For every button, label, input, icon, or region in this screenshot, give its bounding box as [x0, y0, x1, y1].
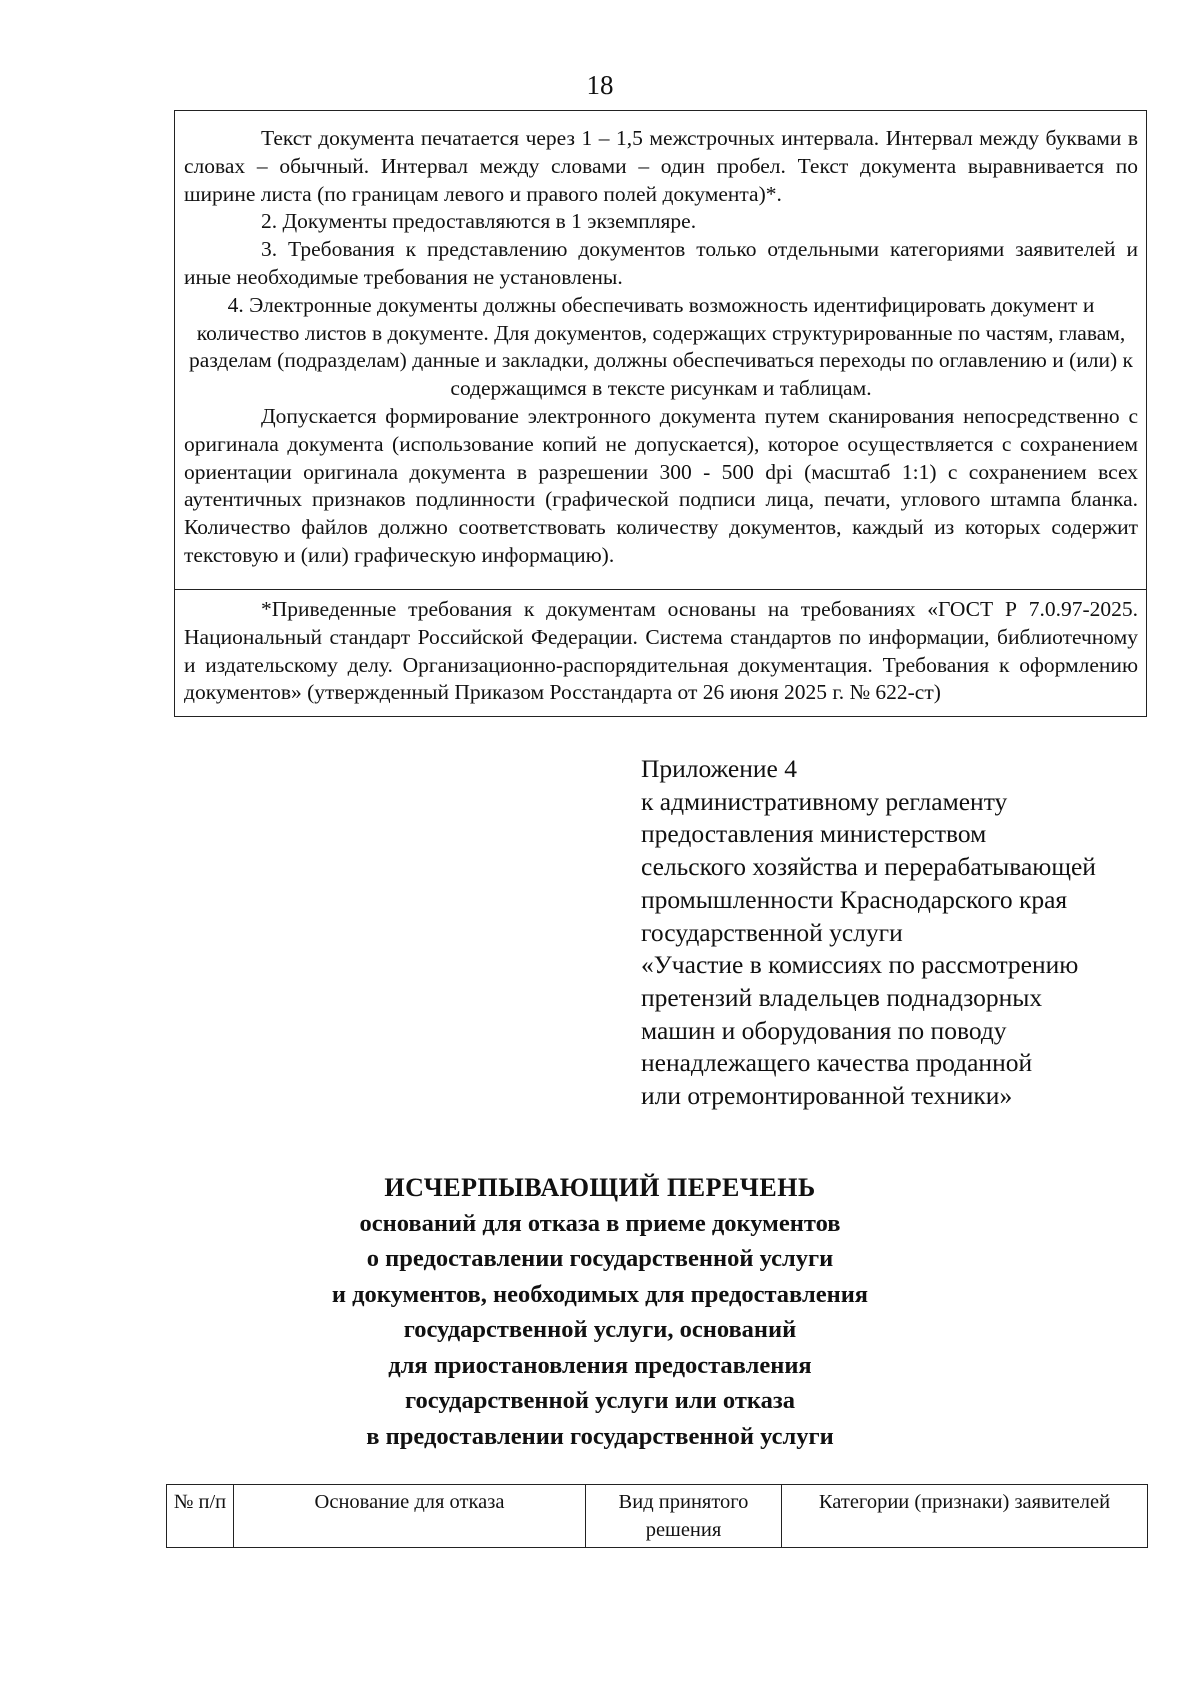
document-requirements-box [174, 110, 1147, 589]
requirements-paragraph-spacing: Текст документа печатается через 1 – 1,5 межстрочных интервала. Интервал между буквами в словах – обычный. Интервал между словами – один пробел. Текст документа выравнивается по ширине листа (по границам левого и правого полей документа)*. [184, 126, 1138, 206]
appendix-caption [641, 753, 1161, 1113]
document-heading [0, 1170, 1200, 1454]
appendix-line: к административному регламенту [641, 786, 1008, 816]
appendix-line: претензий владельцев поднадзорных [641, 982, 1043, 1012]
header-reason: Основание для отказа [234, 1485, 586, 1548]
appendix-line: машин и оборудования по поводу [641, 1015, 1007, 1045]
requirements-paragraph-scanning: Допускается формирование электронного документа путем сканирования непосредственно с оригинала документа (использование копий не допускается), которое осуществляется с сохранением ориентации оригинала документа в разрешении 300 - 500 dpi (масштаб 1:1) с сохранением всех аутентичных признаков подлинности (графической подписи лица, печати, углового штампа бланка. Количество файлов должно соответствовать количеству документов, каждый из которых содержит текстовую и (или) графическую информацию). [184, 403, 1138, 567]
appendix-line: предоставления министерством [641, 819, 987, 849]
requirements-paragraph-categories: 3. Требования к представлению документов только отдельными категориями заявителей и иные необходимые требования не установлены. [184, 237, 1138, 289]
header-applicant-categories: Категории (признаки) заявителей [782, 1485, 1148, 1548]
appendix-line: ненадлежащего качества проданной [641, 1048, 1033, 1078]
header-number: № п/п [167, 1485, 234, 1548]
heading-line: государственной услуги или отказа [405, 1387, 795, 1414]
appendix-line: промышленности Краснодарского края [641, 884, 1068, 914]
heading-line: в предоставлении государственной услуги [366, 1422, 834, 1450]
heading-title: ИСЧЕРПЫВАЮЩИЙ ПЕРЕЧЕНЬ [384, 1173, 816, 1202]
heading-line: государственной услуги, оснований [403, 1316, 797, 1343]
appendix-line: «Участие в комиссиях по рассмотрению [641, 950, 1079, 980]
requirements-paragraph-copies: 2. Документы предоставляются в 1 экземпляре. [261, 209, 697, 234]
heading-line: оснований для отказа в приеме документов [359, 1209, 841, 1237]
appendix-line: сельского хозяйства и перерабатывающей [641, 852, 1096, 882]
refusal-reasons-table [166, 1484, 1148, 1548]
appendix-line: Приложение 4 [641, 754, 797, 783]
header-decision: Вид принятого решения [586, 1485, 782, 1548]
gost-footnote: *Приведенные требования к документам основаны на требованиях «ГОСТ Р 7.0.97-2025. Национальный стандарт Российской Федерации. Система стандартов по информации, библиотечному и издательскому делу. Организационно-распорядительная документация. Требования к оформлению документов» (утвержденный Приказом Росстандарта от 26 июня 2025 г. № 622-ст) [184, 597, 1138, 705]
footnote-box [174, 589, 1147, 717]
appendix-line: государственной услуги [641, 917, 903, 947]
appendix-line: или отремонтированной техники» [641, 1081, 1013, 1111]
heading-line: для приостановления предоставления [388, 1351, 812, 1379]
heading-line: и документов, необходимых для предоставления [331, 1280, 869, 1308]
heading-line: о предоставлении государственной услуги [366, 1245, 834, 1272]
table-header-row [167, 1485, 1148, 1548]
requirements-paragraph-electronic: 4. Электронные документы должны обеспечивать возможность идентифицировать документ и количество листов в документе. Для документов, содержащих структурированные по частям, главам, разделам (подразделам) данные и закладки, должны обеспечиваться переходы по оглавлению и (или) к содержащимся в тексте рисункам и таблицам. [189, 292, 1133, 401]
page-number: 18 [586, 70, 614, 100]
